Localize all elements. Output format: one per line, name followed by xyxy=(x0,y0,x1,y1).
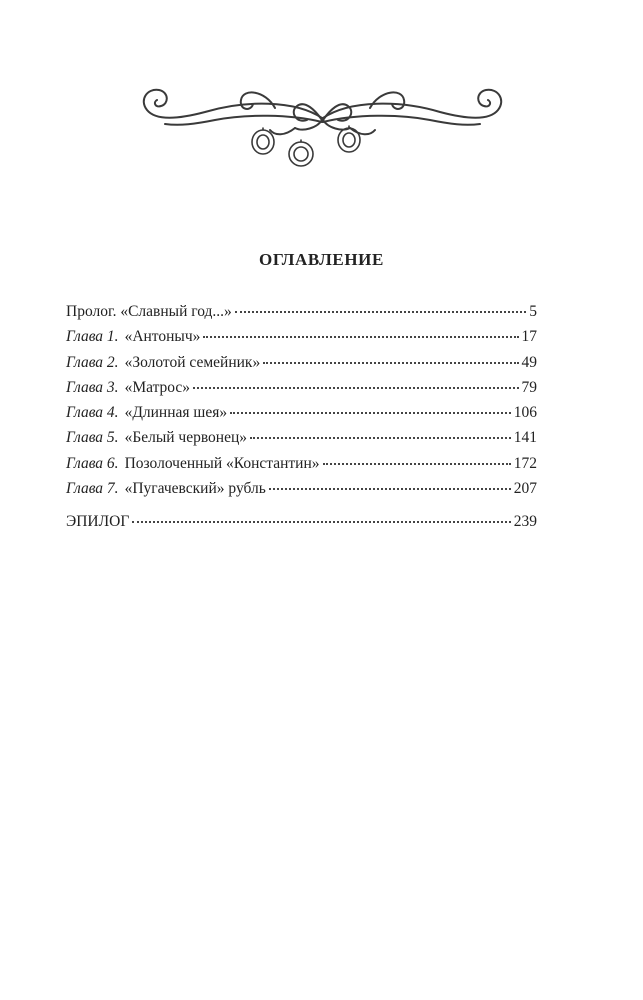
toc-entry-title: Пролог. «Славный год...» xyxy=(66,303,232,320)
toc-dot-leader xyxy=(203,335,518,338)
toc-dot-leader xyxy=(269,487,511,490)
toc-page-number: 5 xyxy=(529,303,537,320)
toc-entry-epilog xyxy=(66,513,537,538)
toc-entry-title: «Матрос» xyxy=(124,378,191,396)
toc-page-number: 79 xyxy=(521,378,537,396)
toc-dot-leader xyxy=(263,361,518,364)
toc-dot-leader xyxy=(235,310,526,313)
toc-entry-title: Позолоченный «Константин» xyxy=(124,454,320,472)
toc-page-number: 239 xyxy=(513,513,537,531)
toc-chapter-label: Глава 5. xyxy=(66,429,119,447)
toc-entry-title: «Белый червонец» xyxy=(124,429,248,447)
toc-chapter-label: Глава 7. xyxy=(66,480,119,498)
toc-entry-title: ЭПИЛОГ xyxy=(66,513,130,531)
toc-page-number: 141 xyxy=(513,429,537,447)
toc-entry-title: «Антоныч» xyxy=(124,328,201,346)
toc-dot-leader xyxy=(230,411,511,414)
toc-page-number: 106 xyxy=(513,404,537,422)
toc-entry-prolog xyxy=(66,303,537,328)
toc-chapter-label: Глава 2. xyxy=(66,353,119,371)
toc-page-number: 49 xyxy=(521,353,537,371)
toc-entry-title: «Пугачевский» рубль xyxy=(124,480,266,498)
page-title: ОГЛАВЛЕНИЕ xyxy=(259,250,384,269)
table-of-contents xyxy=(66,303,537,539)
toc-page-number: 172 xyxy=(513,454,537,472)
toc-entry-chapter-5 xyxy=(66,429,537,454)
toc-chapter-label: Глава 4. xyxy=(66,404,119,422)
toc-dot-leader xyxy=(132,520,510,523)
toc-chapter-label: Глава 1. xyxy=(66,328,119,346)
toc-entry-title: «Золотой семейник» xyxy=(124,353,261,371)
swirl-coins-ornament-icon xyxy=(125,70,520,180)
toc-chapter-label: Глава 3. xyxy=(66,378,119,396)
toc-entry-chapter-2 xyxy=(66,354,537,379)
toc-page-number: 207 xyxy=(513,480,537,498)
toc-entry-chapter-1 xyxy=(66,328,537,353)
toc-dot-leader xyxy=(193,386,518,389)
toc-dot-leader xyxy=(323,462,511,465)
toc-page-number: 17 xyxy=(521,328,537,346)
toc-entry-chapter-7 xyxy=(66,480,537,505)
toc-entry-chapter-6 xyxy=(66,455,537,480)
toc-dot-leader xyxy=(250,436,511,439)
toc-entry-chapter-3 xyxy=(66,379,537,404)
toc-entry-chapter-4 xyxy=(66,404,537,429)
toc-entry-title: «Длинная шея» xyxy=(124,404,228,422)
toc-chapter-label: Глава 6. xyxy=(66,454,119,472)
